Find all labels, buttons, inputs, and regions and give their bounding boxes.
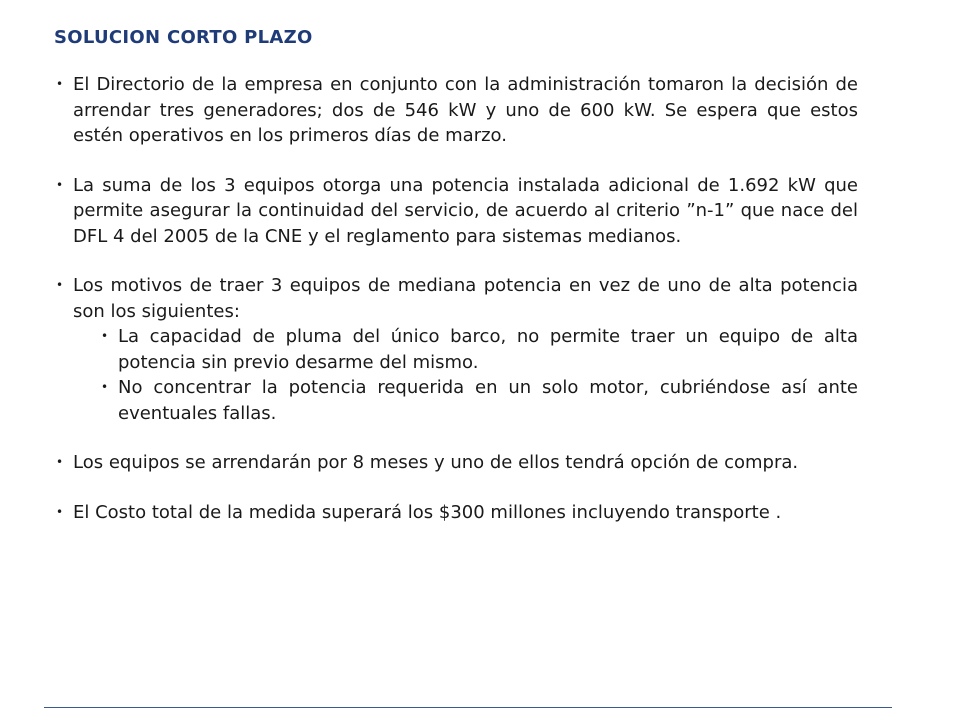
- bullet-icon: •: [56, 278, 64, 292]
- bullet-text: El Costo total de la medida superará los $300 millones incluyendo transporte .: [73, 501, 782, 523]
- bullet-icon: •: [56, 504, 64, 519]
- bullet-item-5: [54, 500, 858, 526]
- bullet-text: El Directorio de la empresa en conjunto con la administración tomaron la decisión de arrendar tres generadores; dos de 546 kW y uno de 600 kW. Se espera que estos estén operativos en los primeros días de marzo.: [73, 74, 858, 146]
- bullet-list: [54, 72, 858, 549]
- bullet-item-2: [54, 173, 858, 250]
- bullet-icon: •: [56, 177, 64, 192]
- sub-bullet-item-1: [54, 324, 858, 375]
- bullet-icon: •: [56, 77, 64, 91]
- bullet-text: Los equipos se arrendarán por 8 meses y uno de ellos tendrá opción de compra.: [73, 452, 799, 473]
- bullet-item-3: [54, 273, 858, 324]
- sub-bullet-text: No concentrar la potencia requerida en un solo motor, cubriéndose así ante eventuales fallas.: [118, 377, 858, 424]
- sub-bullet-item-2: [54, 375, 858, 426]
- slide-title: SOLUCION CORTO PLAZO: [54, 27, 313, 48]
- bullet-item-4: [54, 450, 858, 476]
- bullet-item-1: [54, 72, 858, 149]
- sub-bullet-list: [54, 324, 858, 426]
- sub-bullet-text: La capacidad de pluma del único barco, no permite traer un equipo de alta potencia sin previo desarme del mismo.: [118, 326, 858, 373]
- bullet-text: La suma de los 3 equipos otorga una potencia instalada adicional de 1.692 kW que permite asegurar la continuidad del servicio, de acuerdo al criterio ”n-1” que nace del DFL 4 del 2005 de la CNE y el reglamento para sistemas medianos.: [73, 174, 858, 247]
- sub-bullet-icon: •: [101, 380, 109, 394]
- sub-bullet-icon: •: [101, 329, 109, 343]
- footer-divider: [44, 707, 892, 708]
- bullet-text: Los motivos de traer 3 equipos de mediana potencia en vez de uno de alta potencia son los siguientes:: [73, 275, 858, 322]
- bullet-icon: •: [56, 455, 64, 469]
